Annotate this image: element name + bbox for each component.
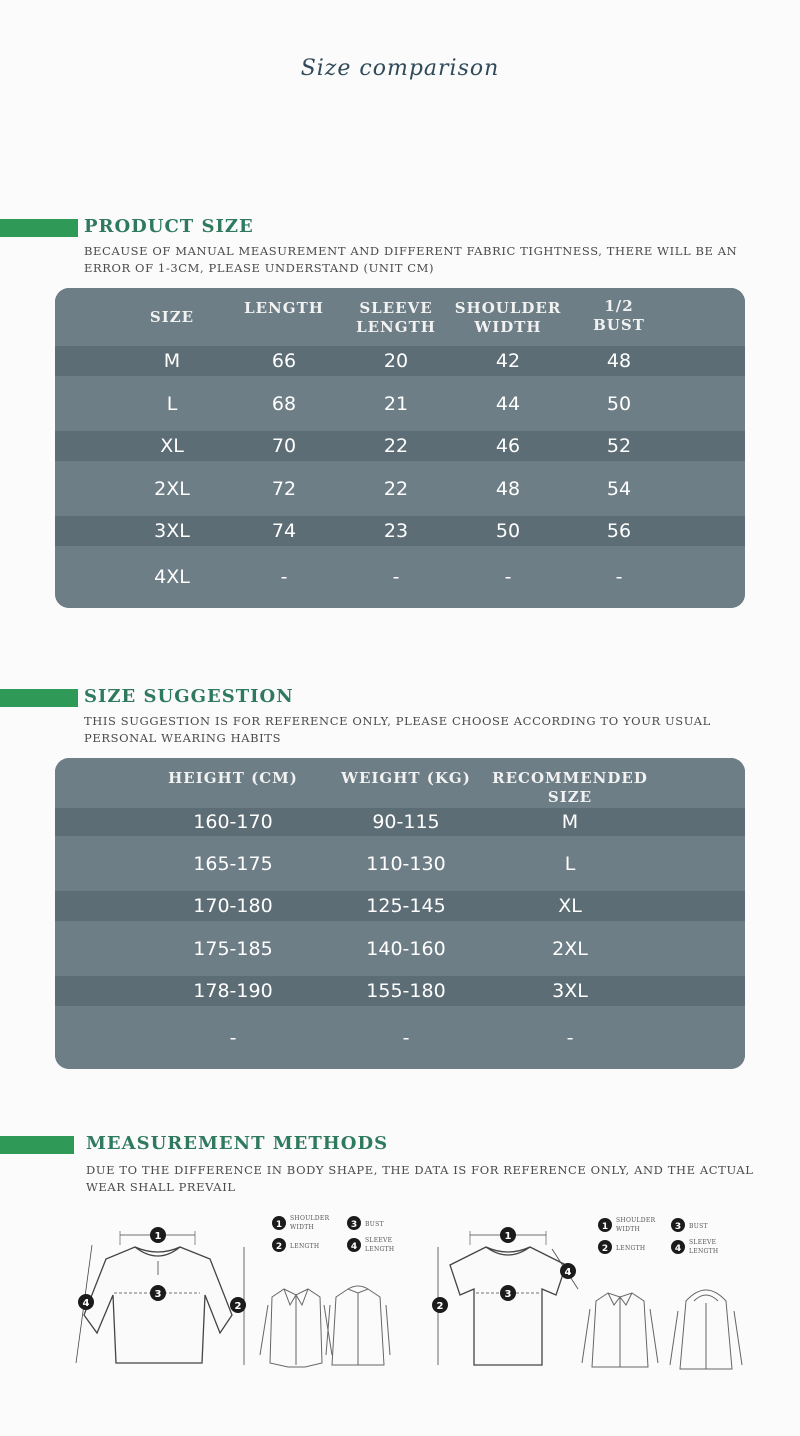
table-cell: 155-180: [366, 980, 446, 1002]
table-cell: 54: [606, 477, 632, 500]
table-row: [55, 516, 745, 546]
table-cell: M: [163, 350, 181, 372]
table-cell: 3XL: [154, 520, 190, 542]
table-cell: 160-170: [193, 811, 273, 833]
table-cell: -: [615, 566, 623, 588]
table-cell: 46: [495, 435, 521, 457]
table-row: [55, 921, 745, 976]
table-cell: -: [280, 566, 288, 588]
table-header: [55, 758, 745, 808]
measurement-methods-title: MEASUREMENT METHODS: [86, 1133, 389, 1154]
table-cell: XL: [160, 435, 184, 457]
table-cell: 48: [606, 350, 632, 372]
marker-4-icon: [78, 1294, 94, 1310]
table-row: [55, 976, 745, 1006]
table-cell: 2XL: [154, 477, 190, 500]
table-cell: 20: [383, 350, 409, 372]
svg-text:4: 4: [564, 1267, 572, 1278]
table-cell: M: [561, 811, 579, 833]
table-cell: 170-180: [193, 895, 273, 917]
svg-text:WIDTH: WIDTH: [616, 1226, 641, 1233]
table-row: [55, 346, 745, 376]
table-cell: 23: [383, 520, 409, 542]
table-row: [55, 461, 745, 516]
svg-text:2: 2: [234, 1301, 242, 1312]
column-header: LENGTH: [244, 299, 324, 317]
table-cell: 2XL: [552, 937, 588, 960]
measurement-legend-left: [272, 1215, 394, 1253]
table-cell: -: [402, 1026, 410, 1049]
svg-text:1: 1: [275, 1220, 283, 1230]
product-size-title: PRODUCT SIZE: [84, 216, 254, 237]
svg-text:3: 3: [350, 1220, 358, 1230]
svg-text:SLEEVE: SLEEVE: [365, 1237, 393, 1244]
table-cell: 50: [606, 392, 632, 415]
svg-text:BUST: BUST: [689, 1223, 708, 1230]
table-cell: 90-115: [372, 811, 440, 833]
table-cell: 72: [271, 477, 297, 500]
table-cell: 22: [383, 435, 409, 457]
svg-text:BUST: BUST: [365, 1221, 384, 1228]
page-title: Size comparison: [300, 56, 500, 81]
table-cell: 56: [606, 520, 632, 542]
table-cell: 4XL: [154, 566, 190, 588]
size-suggestion-title: SIZE SUGGESTION: [84, 686, 294, 707]
column-header: 1/2 BUST: [593, 297, 645, 334]
column-header: HEIGHT (CM): [168, 769, 298, 787]
table-cell: 68: [271, 392, 297, 415]
column-header: SHOULDER WIDTH: [454, 299, 562, 336]
table-cell: 165-175: [193, 852, 273, 875]
table-cell: 66: [271, 350, 297, 372]
table-cell: 44: [495, 392, 521, 415]
table-cell: L: [166, 392, 178, 415]
zip-jacket-sketch-icon: [326, 1286, 390, 1365]
svg-text:4: 4: [82, 1298, 90, 1309]
svg-text:3: 3: [504, 1289, 512, 1300]
marker-3-icon: [500, 1285, 516, 1301]
table-cell: L: [564, 852, 576, 875]
svg-text:SHOULDER: SHOULDER: [290, 1215, 330, 1222]
marker-2-icon: [432, 1297, 448, 1313]
table-cell: XL: [558, 895, 582, 917]
section-accent-bar: [0, 689, 78, 707]
table-cell: 52: [606, 435, 632, 457]
svg-text:2: 2: [275, 1242, 283, 1252]
table-cell: -: [229, 1026, 237, 1049]
table-cell: -: [392, 566, 400, 588]
table-row: [55, 1006, 745, 1069]
svg-text:LENGTH: LENGTH: [290, 1243, 320, 1250]
svg-text:LENGTH: LENGTH: [365, 1246, 395, 1253]
table-cell: 175-185: [193, 937, 273, 960]
svg-text:LENGTH: LENGTH: [689, 1248, 719, 1255]
table-cell: 140-160: [366, 937, 446, 960]
table-cell: 125-145: [366, 895, 446, 917]
svg-text:3: 3: [154, 1289, 162, 1300]
column-header: SIZE: [149, 308, 195, 326]
marker-1-icon: [150, 1227, 166, 1243]
svg-text:4: 4: [350, 1242, 358, 1252]
svg-text:SHOULDER: SHOULDER: [616, 1217, 656, 1224]
table-cell: 3XL: [552, 980, 588, 1002]
table-cell: 70: [271, 435, 297, 457]
column-header: SLEEVE LENGTH: [356, 299, 436, 336]
table-cell: 22: [383, 477, 409, 500]
section-accent-bar: [0, 1136, 74, 1154]
table-cell: 48: [495, 477, 521, 500]
table-cell: -: [504, 566, 512, 588]
table-header: [55, 288, 745, 346]
size-suggestion-note: THIS SUGGESTION IS FOR REFERENCE ONLY, PLEASE CHOOSE ACCORDING TO YOUR USUAL PERSONAL WEARING HABITS: [84, 714, 711, 745]
table-row: [55, 891, 745, 921]
svg-text:4: 4: [674, 1244, 682, 1254]
marker-2-icon: [230, 1297, 246, 1313]
svg-text:WIDTH: WIDTH: [290, 1224, 315, 1231]
table-row: [55, 376, 745, 431]
measurement-methods-note: DUE TO THE DIFFERENCE IN BODY SHAPE, THE DATA IS FOR REFERENCE ONLY, AND THE ACTUAL WEAR SHALL PREVAIL: [86, 1163, 754, 1194]
measurement-diagrams: [0, 1205, 800, 1395]
table-cell: -: [566, 1026, 574, 1049]
size-suggestion-table: [55, 758, 745, 1069]
table-row: [55, 546, 745, 608]
table-row: [55, 836, 745, 891]
measurement-legend-right: [598, 1217, 718, 1255]
section-accent-bar: [0, 219, 78, 237]
table-row: [55, 808, 745, 836]
table-cell: 50: [495, 520, 521, 542]
table-cell: 42: [495, 350, 521, 372]
hoodie-sketch-icon: [670, 1290, 742, 1369]
svg-text:2: 2: [436, 1301, 444, 1312]
svg-text:3: 3: [674, 1222, 682, 1232]
table-cell: 178-190: [193, 980, 273, 1002]
jacket-sketch-icon: [260, 1289, 332, 1367]
svg-text:2: 2: [601, 1244, 609, 1254]
marker-4-icon: [560, 1263, 576, 1279]
table-row: [55, 431, 745, 461]
table-cell: 74: [271, 520, 297, 542]
svg-text:LENGTH: LENGTH: [616, 1245, 646, 1252]
svg-text:1: 1: [601, 1222, 609, 1232]
marker-1-icon: [500, 1227, 516, 1243]
column-header: WEIGHT (KG): [341, 769, 471, 787]
column-header: RECOMMENDED SIZE: [492, 769, 648, 806]
svg-text:1: 1: [154, 1231, 162, 1242]
svg-text:SLEEVE: SLEEVE: [689, 1239, 717, 1246]
shirt-sketch-icon: [582, 1293, 658, 1367]
marker-3-icon: [150, 1285, 166, 1301]
svg-text:1: 1: [504, 1231, 512, 1242]
product-size-table: [55, 288, 745, 608]
product-size-note: BECAUSE OF MANUAL MEASUREMENT AND DIFFERENT FABRIC TIGHTNESS, THERE WILL BE AN ERROR OF 1-3CM, PLEASE UNDERSTAND (UNIT CM): [84, 244, 738, 275]
table-cell: 21: [383, 392, 409, 415]
table-cell: 110-130: [366, 852, 446, 875]
